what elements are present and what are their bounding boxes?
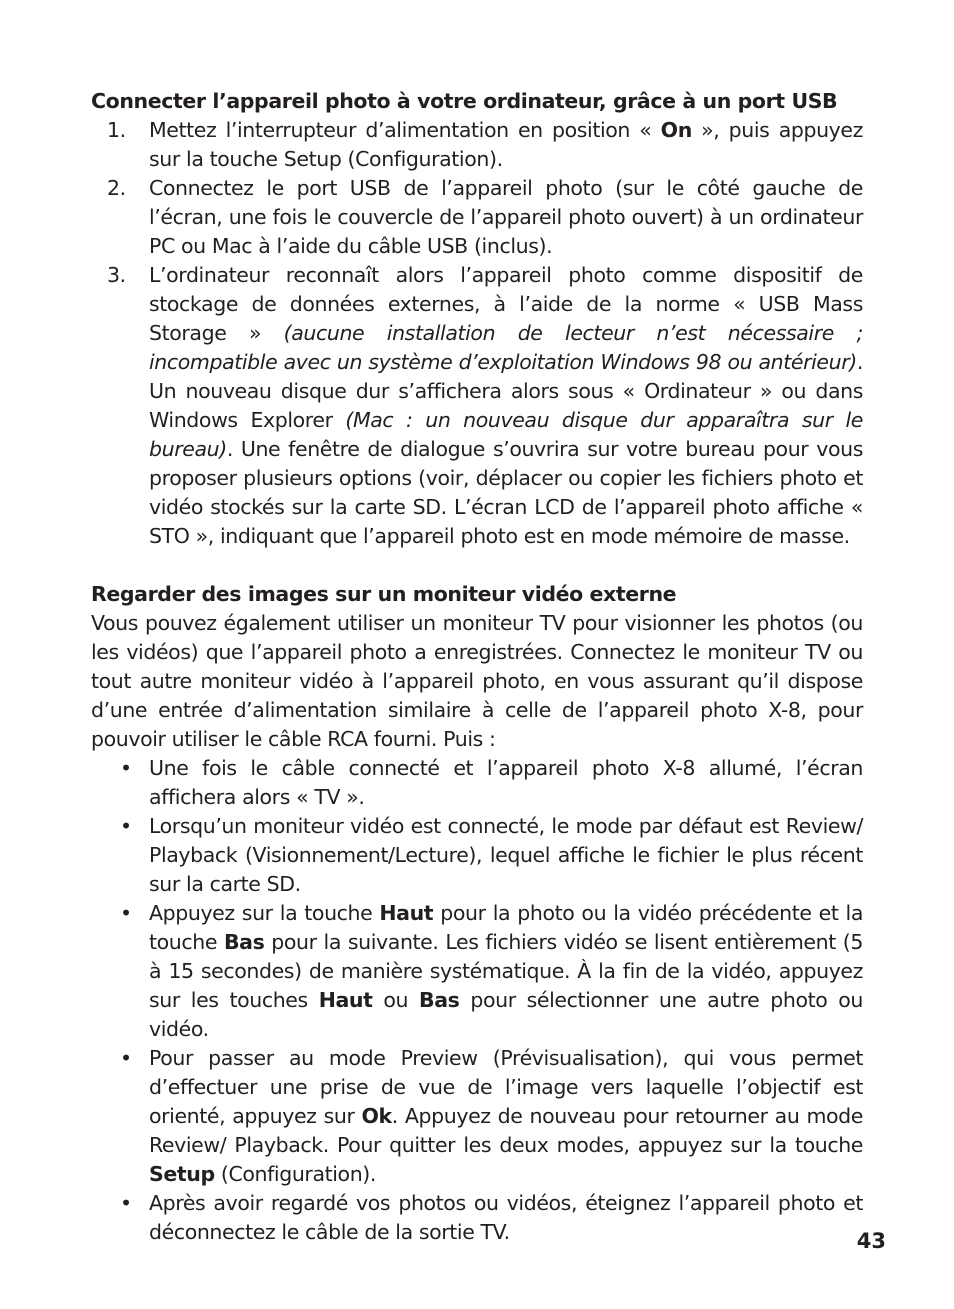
list-item [91, 812, 863, 899]
italic-text: (Mac : un nouveau disque dur apparaîtra sur le bureau) [149, 408, 863, 461]
list-number: 3. [107, 263, 126, 287]
section-heading-usb: Connecter l’appareil photo à votre ordinateur, grâce à un port USB [91, 89, 838, 113]
bullet-icon: • [120, 1191, 132, 1215]
bold-text: Ok [361, 1104, 392, 1128]
list-item [91, 754, 863, 812]
bold-text: Haut [379, 901, 434, 925]
text-run: pour sélectionner une autre photo ou vidéo. [149, 988, 863, 1041]
text-run: L’ordinateur reconnaît alors l’appareil photo comme dispositif de stockage de données externes, à l’aide de la norme « USB Mass Storage » [149, 263, 863, 345]
bullet-icon: • [120, 814, 132, 838]
page-number: 43 [856, 1229, 886, 1253]
document-page [91, 87, 863, 1247]
tv-bullets-list [91, 754, 863, 1247]
bullet-icon: • [120, 901, 132, 925]
list-number: 1. [107, 118, 126, 142]
list-number: 2. [107, 176, 126, 200]
text-run: Lorsqu’un moniteur vidéo est connecté, le mode par défaut est Review/ Playback (Visionnement/Lecture), lequel affiche le fichier le plus récent sur la carte SD. [149, 814, 863, 896]
text-run: Connectez le port USB de l’appareil photo (sur le côté gauche de l’écran, une fois le couvercle de l’appareil photo ouvert) à un ordinateur PC ou Mac à l’aide du câble USB (inclus). [149, 176, 863, 258]
list-item [91, 1189, 863, 1247]
text-run: . Appuyez de nouveau pour retourner au mode Review/ Playback. Pour quitter les deux modes, appuyez sur la touche [149, 1104, 863, 1157]
text-run: ou [372, 988, 419, 1012]
text-run: », puis appuyez sur la touche Setup (Configuration). [149, 118, 863, 171]
bold-text: On [660, 118, 692, 142]
text-run: Appuyez sur la touche [149, 901, 380, 925]
section-heading-tv: Regarder des images sur un moniteur vidéo externe [91, 582, 677, 606]
bullet-icon: • [120, 1046, 132, 1070]
tv-intro-paragraph: Vous pouvez également utiliser un moniteur TV pour visionner les photos (ou les vidéos) que l’appareil photo a enregistrées. Connectez le moniteur TV ou tout autre moniteur vidéo à l’appareil photo, en vous assurant qu’il dispose d’une entrée d’alimentation similaire à celle de l’appareil photo X-8, pour pouvoir utiliser le câble RCA fourni. Puis : [91, 611, 863, 751]
section-gap [91, 551, 863, 580]
bold-text: Bas [223, 930, 265, 954]
text-run: Une fois le câble connecté et l’appareil photo X-8 allumé, l’écran affichera alors « TV ». [149, 756, 863, 809]
text-run: (Configuration). [214, 1162, 377, 1186]
bold-text: Setup [149, 1162, 215, 1186]
list-item [91, 174, 863, 261]
list-item [91, 1044, 863, 1189]
bullet-icon: • [120, 756, 132, 780]
text-run: . Une fenêtre de dialogue s’ouvrira sur votre bureau pour vous proposer plusieurs options (voir, déplacer ou copier les fichiers photo et vidéo stockés sur la carte SD. L’écran LCD de l’appareil photo affiche « STO », indiquant que l’appareil photo est en mode mémoire de masse. [149, 437, 863, 548]
text-run: pour la suivante. Les fichiers vidéo se lisent entièrement (5 à 15 secondes) de manière systématique. À la fin de la vidéo, appuyez sur les touches [149, 930, 863, 1012]
list-item [91, 899, 863, 1044]
usb-steps-list [91, 116, 863, 551]
list-item [91, 116, 863, 174]
italic-text: (aucune installation de lecteur n’est nécessaire ; incompatible avec un système d’exploitation Windows 98 ou antérieur) [149, 321, 863, 374]
text-run: Après avoir regardé vos photos ou vidéos, éteignez l’appareil photo et déconnectez le câble de la sortie TV. [149, 1191, 863, 1244]
bold-text: Bas [419, 988, 460, 1012]
bold-text: Haut [318, 988, 373, 1012]
text-run: pour la photo ou la vidéo précédente et la touche [149, 901, 864, 954]
list-item [91, 261, 863, 551]
text-run: Pour passer au mode Preview (Prévisualisation), qui vous permet d’effectuer une prise de vue de l’image vers laquelle l’objectif est orienté, appuyez sur [149, 1046, 863, 1128]
text-run: Mettez l’interrupteur d’alimentation en position « [149, 118, 661, 142]
text-run: . Un nouveau disque dur s’affichera alors sous « Ordinateur » ou dans Windows Explorer [149, 350, 863, 432]
